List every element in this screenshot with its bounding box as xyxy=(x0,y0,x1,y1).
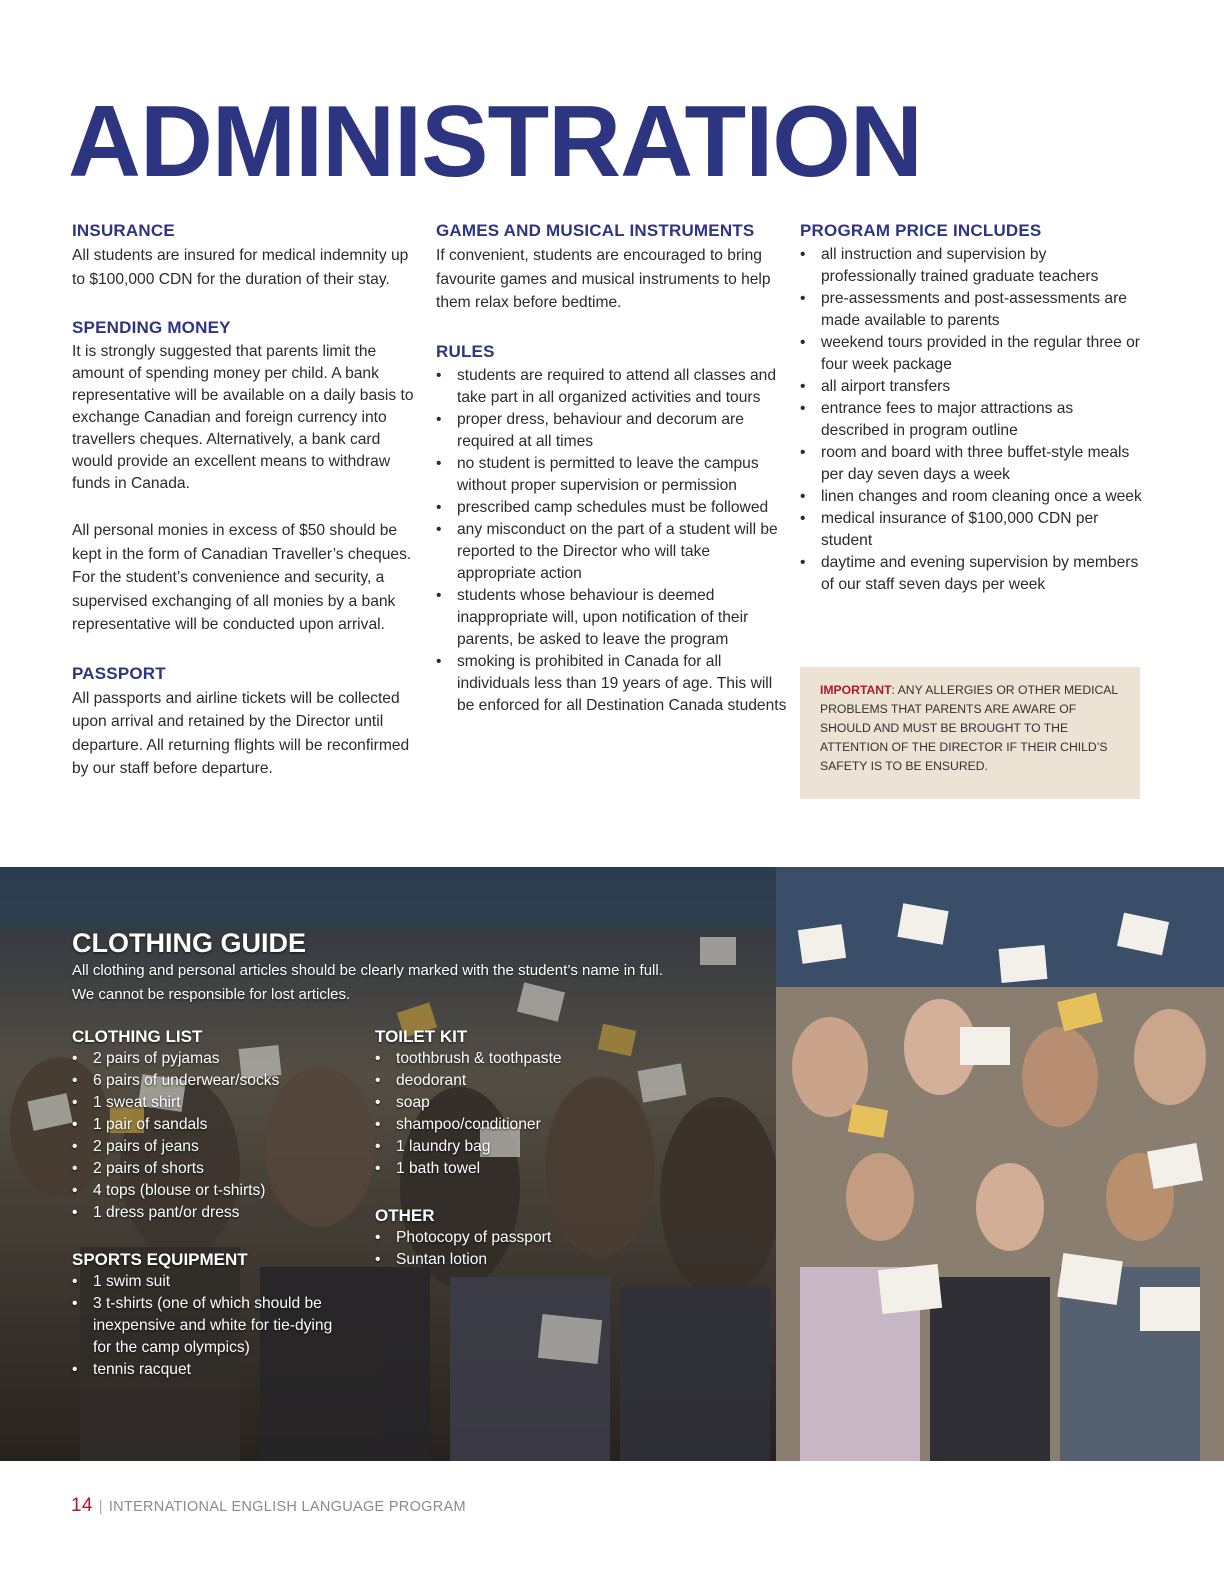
list-item: • 2 pairs of pyjamas xyxy=(72,1048,362,1070)
column-middle xyxy=(436,218,788,717)
list-item: • daytime and evening supervision by members of our staff seven days per week xyxy=(800,552,1142,596)
list-item: • room and board with three buffet-style meals per day seven days a week xyxy=(800,442,1142,486)
list-item: • 3 t-shirts (one of which should be inexpensive and white for tie-dying for the camp olympics) xyxy=(72,1293,347,1359)
clothing-list-block xyxy=(72,1025,362,1381)
list-item: • tennis racquet xyxy=(72,1359,347,1381)
passport-text: All passports and airline tickets will be collected upon arrival and retained by the Director until departure. All returning flights will be reconfirmed by our staff before departure. xyxy=(72,689,410,777)
list-item: • 1 laundry bag xyxy=(375,1136,635,1158)
list-item: • 2 pairs of shorts xyxy=(72,1158,362,1180)
spending-heading: SPENDING MONEY xyxy=(72,318,231,337)
list-item: • soap xyxy=(375,1092,635,1114)
list-item: • medical insurance of $100,000 CDN per student xyxy=(800,508,1142,552)
list-item: • smoking is prohibited in Canada for all individuals less than 19 years of age. This will be enforced for all Destination Canada students xyxy=(436,651,788,717)
list-item: • students whose behaviour is deemed inappropriate will, upon notification of their parents, be asked to leave the program xyxy=(436,585,788,651)
list-item: • all airport transfers xyxy=(800,376,1142,398)
list-item: • all instruction and supervision by professionally trained graduate teachers xyxy=(800,244,1142,288)
spending-text-2: All personal monies in excess of $50 should be kept in the form of Canadian Traveller’s cheques. For the student’s convenience and security, a supervised exchanging of all monies by a bank representative will be conducted upon arrival. xyxy=(72,522,412,633)
list-item: • Photocopy of passport xyxy=(375,1227,635,1249)
page-number: 14 xyxy=(71,1495,93,1516)
games-heading: GAMES AND MUSICAL INSTRUMENTS xyxy=(436,221,755,240)
games-text: If convenient, students are encouraged to bring favourite games and musical instruments to help them relax before bedtime. xyxy=(436,247,771,311)
list-item: • 2 pairs of jeans xyxy=(72,1136,362,1158)
list-item: • 1 dress pant/or dress xyxy=(72,1202,362,1224)
clothing-intro-2: We cannot be responsible for lost articles. xyxy=(72,986,351,1003)
column-right xyxy=(800,218,1142,596)
important-notice xyxy=(800,667,1140,799)
list-item: • prescribed camp schedules must be followed xyxy=(436,497,788,519)
price-heading: PROGRAM PRICE INCLUDES xyxy=(800,221,1042,240)
clothing-guide-heading: CLOTHING GUIDE xyxy=(72,928,306,958)
other-list xyxy=(375,1227,635,1271)
list-item: • Suntan lotion xyxy=(375,1249,635,1271)
list-item: • 6 pairs of underwear/socks xyxy=(72,1070,362,1092)
list-item: • linen changes and room cleaning once a week xyxy=(800,486,1142,508)
rules-list xyxy=(436,365,788,717)
footer-program-name: INTERNATIONAL ENGLISH LANGUAGE PROGRAM xyxy=(108,1499,466,1515)
list-item: • 4 tops (blouse or t-shirts) xyxy=(72,1180,362,1202)
toilet-kit-heading: TOILET KIT xyxy=(375,1027,468,1046)
clothing-list-heading: CLOTHING LIST xyxy=(72,1027,203,1046)
list-item: • weekend tours provided in the regular three or four week package xyxy=(800,332,1142,376)
students-photo xyxy=(0,867,1224,1461)
list-item: • shampoo/conditioner xyxy=(375,1114,635,1136)
list-item: • 1 swim suit xyxy=(72,1271,347,1293)
list-item: • 1 bath towel xyxy=(375,1158,635,1180)
toilet-kit-list xyxy=(375,1048,635,1180)
list-item: • toothbrush & toothpaste xyxy=(375,1048,635,1070)
insurance-heading: INSURANCE xyxy=(72,221,175,240)
insurance-text: All students are insured for medical indemnity up to $100,000 CDN for the duration of their stay. xyxy=(72,247,409,288)
clothing-intro-1: All clothing and personal articles should be clearly marked with the student’s name in full. xyxy=(72,962,663,979)
list-item: • any misconduct on the part of a student will be reported to the Director who will take appropriate action xyxy=(436,519,788,585)
clothing-list xyxy=(72,1048,362,1224)
toilet-kit-block xyxy=(375,1025,635,1271)
passport-heading: PASSPORT xyxy=(72,663,166,683)
list-item: • proper dress, behaviour and decorum are required at all times xyxy=(436,409,788,453)
other-heading: OTHER xyxy=(375,1206,435,1225)
list-item: • students are required to attend all classes and take part in all organized activities and tours xyxy=(436,365,788,409)
list-item: • pre-assessments and post-assessments are made available to parents xyxy=(800,288,1142,332)
page-title: ADMINISTRATION xyxy=(68,86,922,198)
clothing-guide-intro xyxy=(72,927,772,1007)
list-item: • 1 pair of sandals xyxy=(72,1114,362,1136)
sports-heading: SPORTS EQUIPMENT xyxy=(72,1250,248,1269)
list-item: • entrance fees to major attractions as described in program outline xyxy=(800,398,1142,442)
important-text: : ANY ALLERGIES OR OTHER MEDICAL PROBLEMS THAT PARENTS ARE AWARE OF SHOULD AND MUST BE BROUGHT TO THE ATTENTION OF THE DIRECTOR IF THEIR CHILD’S SAFETY IS TO BE ENSURED. xyxy=(820,683,1118,773)
footer-separator: | xyxy=(98,1499,103,1515)
page-footer xyxy=(71,1494,466,1519)
sports-list xyxy=(72,1271,347,1381)
important-label: IMPORTANT xyxy=(820,683,892,697)
price-list xyxy=(800,244,1142,596)
spending-text-1: It is strongly suggested that parents limit the amount of spending money per child. A bank representative will be available on a daily basis to exchange Canadian and foreign currency into travellers cheques. Alternatively, a bank card would provide an excellent means to withdraw funds in Canada. xyxy=(72,343,414,492)
list-item: • no student is permitted to leave the campus without proper supervision or permission xyxy=(436,453,788,497)
list-item: • 1 sweat shirt xyxy=(72,1092,362,1114)
list-item: • deodorant xyxy=(375,1070,635,1092)
column-left xyxy=(72,218,420,781)
rules-heading: RULES xyxy=(436,341,495,361)
